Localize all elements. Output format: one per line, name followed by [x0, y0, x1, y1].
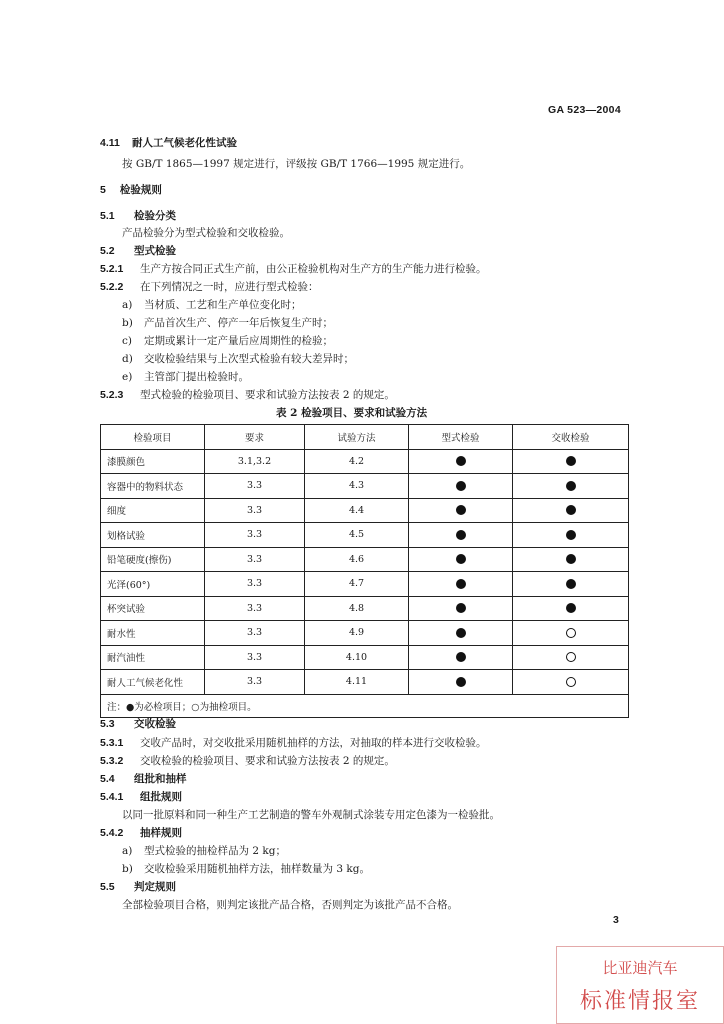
filled-circle-icon: [456, 603, 466, 613]
list-item: e) 主管部门提出检验时。: [122, 371, 249, 383]
table-row: [101, 449, 629, 474]
cell-requirement: 3.3: [205, 547, 305, 572]
stamp-line-1: 比亚迪汽车: [602, 959, 678, 977]
section-5-2-1: [100, 261, 487, 276]
hollow-circle-icon: [566, 628, 576, 638]
section-number: 5.3.2: [100, 755, 124, 767]
section-number: 5: [100, 184, 106, 196]
list-item: a) 型式检验的抽检样品为 2 kg；: [122, 845, 286, 857]
cell-type-inspection: [409, 474, 513, 499]
list-item: a) 当材质、工艺和生产单位变化时；: [122, 299, 302, 311]
cell-method: 4.2: [305, 449, 409, 474]
cell-acceptance-inspection: [513, 621, 629, 646]
section-5-3-2: [100, 753, 395, 768]
section-5-4-1-heading: [100, 789, 182, 804]
col-header-acceptance-inspection: 交收检验: [513, 425, 629, 450]
cell-acceptance-inspection: [513, 547, 629, 572]
filled-circle-icon: [456, 554, 466, 564]
section-number: 5.5: [100, 881, 115, 893]
cell-item: 容器中的物料状态: [101, 474, 205, 499]
section-number: 5.4.1: [100, 791, 124, 803]
section-text: 生产方按合同正式生产前，由公正检验机构对生产方的生产能力进行检验。: [140, 263, 487, 275]
cell-requirement: 3.1,3.2: [205, 449, 305, 474]
cell-method: 4.4: [305, 498, 409, 523]
cell-method: 4.6: [305, 547, 409, 572]
section-title: 检验规则: [119, 184, 162, 196]
cell-requirement: 3.3: [205, 670, 305, 695]
section-5-3-heading: [100, 716, 176, 731]
table-row: [101, 670, 629, 695]
cell-item: 杯突试验: [101, 596, 205, 621]
section-number: 4.11: [100, 137, 120, 149]
section-5-4-2-heading: [100, 825, 182, 840]
list-item: b) 产品首次生产、停产一年后恢复生产时；: [122, 317, 333, 329]
cell-type-inspection: [409, 498, 513, 523]
cell-type-inspection: [409, 449, 513, 474]
cell-type-inspection: [409, 596, 513, 621]
cell-acceptance-inspection: [513, 572, 629, 597]
filled-circle-icon: [566, 603, 576, 613]
cell-requirement: 3.3: [205, 474, 305, 499]
cell-acceptance-inspection: [513, 474, 629, 499]
hollow-circle-icon: [566, 652, 576, 662]
table-caption: 表 2 检验项目、要求和试验方法: [276, 407, 428, 419]
table-header-row: [101, 425, 629, 450]
cell-requirement: 3.3: [205, 645, 305, 670]
library-stamp: [556, 946, 724, 1024]
section-number: 5.2.2: [100, 281, 124, 293]
cell-type-inspection: [409, 572, 513, 597]
list-item: d) 交收检验结果与上次型式检验有较大差异时；: [122, 353, 354, 365]
filled-circle-icon: [456, 579, 466, 589]
filled-circle-icon: [566, 481, 576, 491]
section-text: 在下列情况之一时，应进行型式检验：: [140, 281, 319, 293]
table-row: [101, 596, 629, 621]
section-5-5-heading: [100, 879, 176, 894]
section-text: 交收检验的检验项目、要求和试验方法按表 2 的规定。: [140, 755, 395, 767]
section-5-3-1: [100, 735, 487, 750]
col-header-type-inspection: 型式检验: [409, 425, 513, 450]
cell-item: 光泽(60°): [101, 572, 205, 597]
table-row: [101, 621, 629, 646]
cell-type-inspection: [409, 670, 513, 695]
section-4-11-heading: [100, 135, 237, 150]
standard-code: GA 523—2004: [548, 104, 621, 116]
cell-requirement: 3.3: [205, 621, 305, 646]
cell-item: 划格试验: [101, 523, 205, 548]
section-text: 型式检验的检验项目、要求和试验方法按表 2 的规定。: [140, 389, 395, 401]
cell-acceptance-inspection: [513, 449, 629, 474]
section-number: 5.3: [100, 718, 115, 730]
section-number: 5.3.1: [100, 737, 124, 749]
section-5-2-3: [100, 387, 395, 402]
cell-acceptance-inspection: [513, 670, 629, 695]
table-row: [101, 523, 629, 548]
inspection-table: [100, 424, 629, 718]
list-item: b) 交收检验采用随机抽样方法，抽样数量为 3 kg。: [122, 863, 370, 875]
section-number: 5.2.1: [100, 263, 124, 275]
filled-circle-icon: [456, 628, 466, 638]
section-title: 型式检验: [134, 245, 176, 257]
filled-circle-icon: [456, 677, 466, 687]
cell-requirement: 3.3: [205, 572, 305, 597]
table-row: [101, 572, 629, 597]
cell-method: 4.7: [305, 572, 409, 597]
cell-method: 4.5: [305, 523, 409, 548]
filled-circle-icon: [566, 505, 576, 515]
filled-circle-icon: [456, 481, 466, 491]
section-title: 交收检验: [134, 718, 176, 730]
section-4-11-text: 按 GB/T 1865—1997 规定进行，评级按 GB/T 1766—1995 规定进行。: [122, 158, 471, 170]
section-title: 组批和抽样: [134, 773, 187, 785]
section-number: 5.2: [100, 245, 115, 257]
section-number: 5.4: [100, 773, 115, 785]
cell-method: 4.3: [305, 474, 409, 499]
list-item: c) 定期或累计一定产量后应周期性的检验；: [122, 335, 333, 347]
cell-acceptance-inspection: [513, 596, 629, 621]
filled-circle-icon: [566, 456, 576, 466]
table-row: [101, 498, 629, 523]
cell-requirement: 3.3: [205, 498, 305, 523]
cell-acceptance-inspection: [513, 523, 629, 548]
cell-item: 耐水性: [101, 621, 205, 646]
section-title: 组批规则: [140, 791, 182, 803]
page-number: 3: [613, 914, 619, 926]
table-row: [101, 547, 629, 572]
cell-method: 4.9: [305, 621, 409, 646]
cell-requirement: 3.3: [205, 523, 305, 548]
cell-type-inspection: [409, 621, 513, 646]
filled-circle-icon: [566, 579, 576, 589]
stamp-line-2: 标准情报室: [579, 989, 700, 1014]
col-header-method: 试验方法: [305, 425, 409, 450]
section-title: 判定规则: [134, 881, 176, 893]
cell-method: 4.8: [305, 596, 409, 621]
table-row: [101, 474, 629, 499]
filled-circle-icon: [456, 456, 466, 466]
filled-circle-icon: [566, 554, 576, 564]
cell-item: 漆膜颜色: [101, 449, 205, 474]
cell-type-inspection: [409, 645, 513, 670]
cell-type-inspection: [409, 523, 513, 548]
section-number: 5.4.2: [100, 827, 124, 839]
section-title: 检验分类: [134, 210, 176, 222]
filled-circle-icon: [456, 530, 466, 540]
section-5-4-1-text: 以同一批原料和同一种生产工艺制造的警车外观制式涂装专用定色漆为一检验批。: [122, 809, 500, 821]
section-text: 交收产品时，对交收批采用随机抽样的方法，对抽取的样本进行交收检验。: [140, 737, 487, 749]
cell-acceptance-inspection: [513, 498, 629, 523]
cell-item: 耐人工气候老化性: [101, 670, 205, 695]
section-5-5-text: 全部检验项目合格，则判定该批产品合格，否则判定为该批产品不合格。: [122, 899, 458, 911]
section-5-1-text: 产品检验分为型式检验和交收检验。: [122, 227, 290, 239]
cell-method: 4.10: [305, 645, 409, 670]
table-row: [101, 645, 629, 670]
col-header-item: 检验项目: [101, 425, 205, 450]
table-note-row: [101, 694, 629, 717]
section-5-2-2: [100, 279, 319, 294]
section-5-2-heading: [100, 243, 176, 258]
cell-method: 4.11: [305, 670, 409, 695]
table-note: 注：●为必检项目；○为抽检项目。: [101, 694, 629, 717]
section-5-4-heading: [100, 771, 187, 786]
cell-item: 耐汽油性: [101, 645, 205, 670]
col-header-requirement: 要求: [205, 425, 305, 450]
cell-item: 细度: [101, 498, 205, 523]
filled-circle-icon: [456, 505, 466, 515]
section-5-heading: [100, 182, 162, 197]
cell-item: 铅笔硬度(擦伤): [101, 547, 205, 572]
section-number: 5.1: [100, 210, 115, 222]
hollow-circle-icon: [566, 677, 576, 687]
filled-circle-icon: [456, 652, 466, 662]
section-title: 抽样规则: [140, 827, 182, 839]
cell-type-inspection: [409, 547, 513, 572]
section-number: 5.2.3: [100, 389, 124, 401]
section-title: 耐人工气候老化性试验: [132, 137, 237, 149]
cell-acceptance-inspection: [513, 645, 629, 670]
section-5-1-heading: [100, 208, 176, 223]
filled-circle-icon: [566, 530, 576, 540]
cell-requirement: 3.3: [205, 596, 305, 621]
